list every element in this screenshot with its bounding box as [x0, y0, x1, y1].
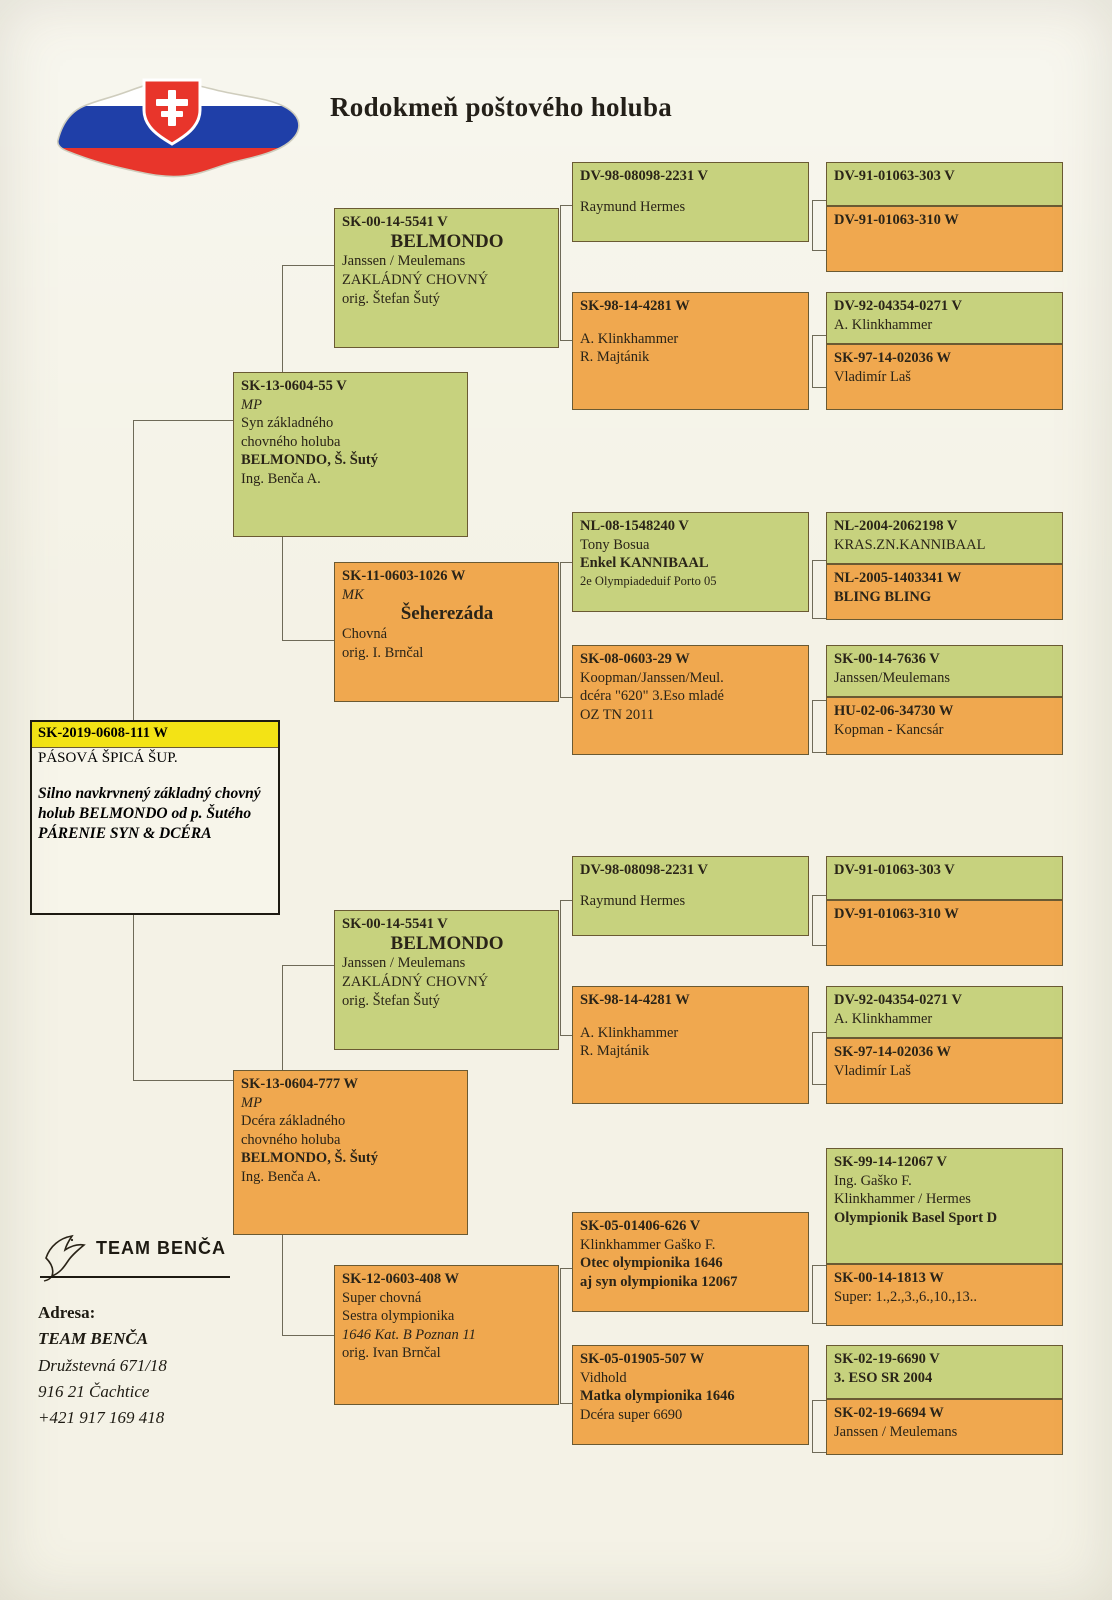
root-pigeon-card[interactable] [30, 720, 280, 915]
pedigree-card-gen4-2-top[interactable] [826, 292, 1063, 344]
card-line: aj syn olympionika 12067 [580, 1273, 738, 1290]
connector [812, 1452, 827, 1453]
card-line: Dcéra super 6690 [580, 1406, 683, 1423]
card-line: 1646 Kat. B Poznan 11 [342, 1326, 476, 1343]
card-line: Koopman/Janssen/Meul. [580, 669, 724, 686]
card-line: chovného holuba [241, 433, 341, 450]
card-id: SK-99-14-12067 V [834, 1154, 947, 1170]
pedigree-card-gen4-5-top[interactable] [826, 856, 1063, 900]
card-line: Super: 1.,2.,3.,6.,10.,13.. [834, 1288, 977, 1305]
card-id: NL-08-1548240 V [580, 518, 689, 534]
card-line: Janssen / Meulemans [834, 1423, 958, 1440]
card-line: A. Klinkhammer [580, 1024, 679, 1041]
pedigree-card-gen4-8-bottom[interactable] [826, 1399, 1063, 1455]
connector [282, 965, 334, 966]
pedigree-card-gen4-7-top[interactable] [826, 1148, 1063, 1264]
card-line: A. Klinkhammer [834, 316, 933, 333]
card-line: Kopman - Kancsár [834, 721, 944, 738]
connector [812, 200, 813, 250]
card-line: Matka olympionika 1646 [580, 1388, 735, 1405]
pedigree-card-gen4-7-bottom[interactable] [826, 1264, 1063, 1326]
pedigree-card-gen3-2[interactable] [572, 292, 809, 410]
card-line: ZAKLÁDNÝ CHOVNÝ [342, 271, 489, 288]
card-line: Otec olympionika 1646 [580, 1255, 723, 1272]
card-line: ZAKLÁDNÝ CHOVNÝ [342, 973, 489, 990]
pedigree-card-gen3-5[interactable] [572, 856, 809, 936]
root-note [38, 784, 276, 844]
pedigree-card-gen3-1[interactable] [572, 162, 809, 242]
card-line: Super chovná [342, 1289, 422, 1306]
card-id: NL-2004-2062198 V [834, 518, 958, 534]
pedigree-card-gen4-1-bottom[interactable] [826, 206, 1063, 272]
card-line: Ing. Benča A. [241, 470, 321, 487]
root-name: PÁSOVÁ ŠPICÁ ŠUP. [38, 750, 178, 766]
pedigree-card-gen3-3[interactable] [572, 512, 809, 612]
connector [560, 205, 561, 340]
card-line: OZ TN 2011 [580, 706, 655, 723]
card-line: orig. Ivan Brnčal [342, 1345, 441, 1362]
address-block [38, 1300, 298, 1432]
root-note-line-2: chovný holub BELMONDO [38, 785, 261, 823]
card-line: Janssen/Meulemans [834, 669, 950, 686]
connector [812, 1032, 827, 1033]
card-line: BELMONDO, Š. Šutý [241, 452, 378, 469]
card-id: SK-11-0603-1026 W [342, 568, 466, 584]
card-id: SK-02-19-6694 W [834, 1405, 944, 1421]
card-line: orig. I. Brnčal [342, 644, 424, 661]
pedigree-card-gen4-4-bottom[interactable] [826, 697, 1063, 755]
root-id: SK-2019-0608-111 W [32, 722, 278, 748]
card-id: SK-05-01905-507 W [580, 1351, 705, 1367]
team-benca-logo [38, 1228, 238, 1276]
card-line: dcéra "620" 3.Eso mladé [580, 688, 724, 705]
pedigree-card-gen1-father[interactable] [233, 372, 468, 537]
connector [812, 250, 827, 251]
logo-text: TEAM BENČA [96, 1238, 226, 1258]
card-id: SK-13-0604-55 V [241, 378, 347, 394]
address-phone: +421 917 169 418 [38, 1408, 165, 1428]
card-id: HU-02-06-34730 W [834, 703, 954, 719]
card-line [580, 554, 802, 573]
card-line: Vladimír Laš [834, 1062, 911, 1079]
pedigree-card-gen2-3[interactable] [334, 910, 559, 1050]
card-line: KRAS.ZN.KANNIBAAL [834, 536, 986, 553]
card-line: R. Majtánik [580, 1043, 650, 1060]
card-id: SK-02-19-6690 V [834, 1351, 940, 1367]
slovakia-flag-map-icon [40, 62, 310, 192]
card-id: DV-98-08098-2231 V [580, 862, 708, 878]
card-id: DV-92-04354-0271 V [834, 992, 962, 1008]
card-line: Ing. Gaško F. [834, 1172, 912, 1189]
card-line: 2e Olympiadeduif Porto 05 [580, 573, 717, 588]
card-line: A. Klinkhammer [834, 1010, 933, 1027]
card-name: Šeherezáda [400, 603, 494, 625]
logo-rule [40, 1276, 230, 1278]
card-line: Klinkhammer Gaško F. [580, 1236, 716, 1253]
card-line: Tony Bosua [580, 536, 650, 553]
card-id: DV-92-04354-0271 V [834, 298, 962, 314]
card-id: SK-05-01406-626 V [580, 1218, 701, 1234]
card-line: Sestra olympionika [342, 1308, 455, 1325]
connector [812, 1265, 813, 1323]
connector [133, 1080, 233, 1081]
card-line: Raymund Hermes [580, 892, 686, 909]
card-id: SK-00-14-5541 V [342, 916, 448, 932]
card-id: SK-00-14-5541 V [342, 214, 448, 230]
root-note-line-4: PÁRENIE SYN & DCÉRA [38, 825, 212, 843]
card-id: SK-98-14-4281 W [580, 992, 690, 1008]
connector [812, 335, 813, 387]
card-line: Janssen / Meulemans [342, 253, 466, 270]
card-name: BELMONDO [390, 230, 504, 252]
card-id: DV-91-01063-303 V [834, 168, 955, 184]
card-id: SK-00-14-7636 V [834, 651, 940, 667]
pedigree-card-gen1-mother[interactable] [233, 1070, 468, 1235]
pedigree-card-gen2-1[interactable] [334, 208, 559, 348]
pedigree-card-gen3-6[interactable] [572, 986, 809, 1104]
card-line: 3. ESO SR 2004 [834, 1369, 933, 1386]
connector [812, 895, 827, 896]
card-line-bold: Enkel KANNIBAAL [580, 555, 709, 572]
card-line: BLING BLING [834, 588, 932, 605]
connector [812, 700, 813, 752]
connector [812, 752, 827, 753]
card-line: MP [241, 396, 262, 413]
card-line: Dcéra základného [241, 1113, 346, 1130]
connector [812, 335, 827, 336]
card-id: SK-13-0604-777 W [241, 1076, 358, 1092]
pedigree-card-gen3-7[interactable] [572, 1212, 809, 1312]
connector [133, 420, 233, 421]
card-line: MK [342, 586, 364, 603]
pedigree-card-gen4-3-top[interactable] [826, 512, 1063, 564]
card-line: MP [241, 1094, 262, 1111]
card-id: NL-2005-1403341 W [834, 570, 962, 586]
pedigree-card-gen4-6-bottom[interactable] [826, 1038, 1063, 1104]
connector [812, 1323, 827, 1324]
card-line: Raymund Hermes [580, 198, 686, 215]
pedigree-card-gen2-4[interactable] [334, 1265, 559, 1405]
dove-icon [38, 1228, 90, 1282]
card-line: Klinkhammer / Hermes [834, 1191, 971, 1208]
card-id: SK-97-14-02036 W [834, 1044, 951, 1060]
card-line: Chovná [342, 625, 388, 642]
pedigree-card-gen4-4-top[interactable] [826, 645, 1063, 697]
connector [812, 945, 827, 946]
connector [560, 562, 561, 697]
connector [812, 200, 827, 201]
address-label: Adresa: [38, 1303, 96, 1322]
connector [812, 618, 827, 619]
connector [812, 1265, 827, 1266]
pedigree-card-gen4-8-top[interactable] [826, 1345, 1063, 1399]
connector [812, 1400, 813, 1452]
pedigree-card-gen4-3-bottom[interactable] [826, 564, 1063, 620]
card-id: SK-12-0603-408 W [342, 1271, 459, 1287]
card-id: SK-97-14-02036 W [834, 350, 951, 366]
card-line: Janssen / Meulemans [342, 955, 466, 972]
connector [812, 560, 827, 561]
address-city: 916 21 Čachtice [38, 1382, 150, 1402]
card-line: R. Majtánik [580, 349, 650, 366]
root-note-line-1: Silno navkrvnený základný [38, 785, 212, 802]
card-line: orig. Štefan Šutý [342, 992, 440, 1009]
pedigree-card-gen3-8[interactable] [572, 1345, 809, 1445]
pedigree-card-gen4-1-top[interactable] [826, 162, 1063, 206]
connector [812, 1084, 827, 1085]
connector [560, 1268, 561, 1403]
pedigree-card-gen2-2[interactable] [334, 562, 559, 702]
pedigree-card-gen3-4[interactable] [572, 645, 809, 755]
card-id: DV-91-01063-303 V [834, 862, 955, 878]
pedigree-card-gen4-2-bottom[interactable] [826, 344, 1063, 410]
card-id: DV-91-01063-310 W [834, 906, 959, 922]
card-line: A. Klinkhammer [580, 330, 679, 347]
card-line: Syn základného [241, 415, 334, 432]
page-title: Rodokmeň poštového holuba [330, 92, 673, 122]
connector [812, 1032, 813, 1084]
address-street: Družstevná 671/18 [38, 1355, 167, 1375]
card-line: Ing. Benča A. [241, 1168, 321, 1185]
card-line: BELMONDO, Š. Šutý [241, 1150, 378, 1167]
card-line: orig. Štefan Šutý [342, 290, 440, 307]
card-name: BELMONDO [390, 932, 504, 954]
card-line: Vidhold [580, 1369, 627, 1386]
connector [282, 265, 334, 266]
card-line: Olympionik Basel Sport D [834, 1209, 998, 1226]
connector [560, 900, 561, 1035]
card-id: DV-98-08098-2231 V [580, 168, 708, 184]
card-line: Vladimír Laš [834, 368, 911, 385]
address-team: TEAM BENČA [38, 1329, 149, 1349]
connector [812, 700, 827, 701]
root-note-line-3: od p. Šutého [171, 805, 252, 823]
pedigree-card-gen4-5-bottom[interactable] [826, 900, 1063, 966]
connector [812, 387, 827, 388]
connector [812, 895, 813, 945]
card-id: SK-08-0603-29 W [580, 651, 690, 667]
connector [812, 560, 813, 618]
connector [812, 1400, 827, 1401]
card-id: SK-98-14-4281 W [580, 298, 690, 314]
connector [282, 640, 334, 641]
card-line: chovného holuba [241, 1131, 341, 1148]
card-id: SK-00-14-1813 W [834, 1270, 944, 1286]
pedigree-card-gen4-6-top[interactable] [826, 986, 1063, 1038]
card-id: DV-91-01063-310 W [834, 212, 959, 228]
